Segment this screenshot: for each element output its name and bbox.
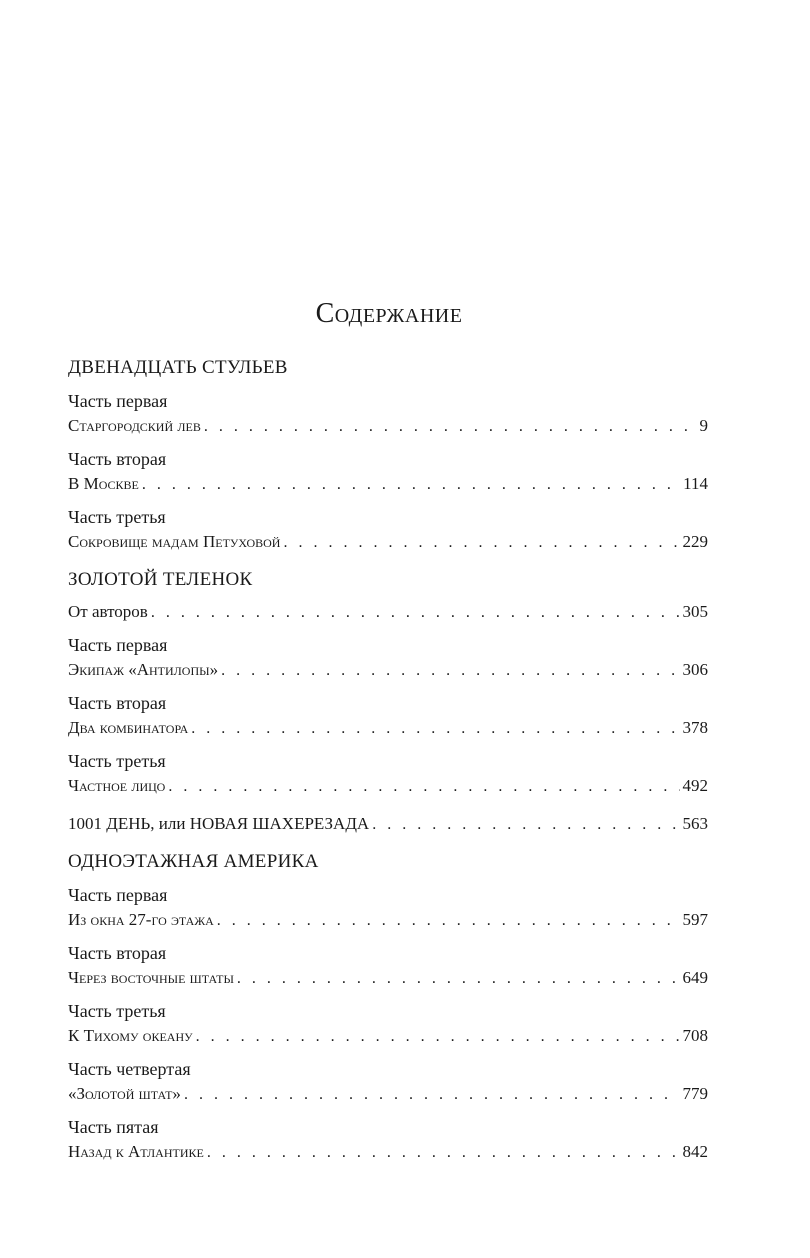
dot-leader bbox=[237, 966, 680, 992]
dot-leader bbox=[221, 658, 679, 684]
dot-leader bbox=[207, 1140, 680, 1166]
part-label: Часть первая bbox=[68, 391, 168, 411]
page-number: 649 bbox=[682, 968, 708, 987]
entry-title: Сокровище мадам Петуховой bbox=[68, 532, 281, 551]
page-number: 563 bbox=[682, 814, 708, 833]
part-label: Часть четвертая bbox=[68, 1059, 191, 1079]
toc-entry[interactable] bbox=[68, 1023, 708, 1049]
toc-entry[interactable] bbox=[68, 907, 708, 933]
page-number: 305 bbox=[682, 602, 708, 621]
entry-title: От авторов bbox=[68, 602, 148, 621]
toc-entry[interactable] bbox=[68, 715, 708, 741]
toc-entry[interactable] bbox=[68, 1139, 708, 1165]
dot-leader bbox=[217, 908, 680, 934]
page-number: 114 bbox=[683, 474, 708, 493]
entry-title: Из окна 27-го этажа bbox=[68, 910, 214, 929]
dot-leader bbox=[142, 472, 680, 498]
entry-title: 1001 ДЕНЬ, или НОВАЯ ШАХЕРЕЗАДА bbox=[68, 814, 370, 833]
page-number: 708 bbox=[682, 1026, 708, 1045]
part-label: Часть вторая bbox=[68, 943, 167, 963]
toc-entry[interactable] bbox=[68, 773, 708, 799]
entry-title: Через восточные штаты bbox=[68, 968, 234, 987]
page-number: 378 bbox=[682, 718, 708, 737]
entry-title: Старгородский лев bbox=[68, 416, 201, 435]
entry-title: Назад к Атлантике bbox=[68, 1142, 204, 1161]
dot-leader bbox=[168, 774, 679, 800]
toc-entry[interactable] bbox=[68, 965, 708, 991]
part-label: Часть пятая bbox=[68, 1117, 159, 1137]
entry-title: Два комбинатора bbox=[68, 718, 189, 737]
part-label: Часть третья bbox=[68, 751, 166, 771]
toc-entry[interactable] bbox=[68, 413, 708, 439]
table-of-contents bbox=[68, 355, 708, 1165]
entry-title: В Москве bbox=[68, 474, 139, 493]
work-heading: ЗОЛОТОЙ ТЕЛЕНОК bbox=[68, 569, 253, 590]
toc-entry[interactable] bbox=[68, 657, 708, 683]
part-label: Часть первая bbox=[68, 885, 168, 905]
dot-leader bbox=[283, 530, 679, 556]
page-number: 492 bbox=[682, 776, 708, 795]
toc-entry[interactable] bbox=[68, 529, 708, 555]
toc-entry[interactable] bbox=[68, 811, 708, 837]
part-label: Часть третья bbox=[68, 1001, 166, 1021]
dot-leader bbox=[372, 812, 679, 838]
work-heading: ДВЕНАДЦАТЬ СТУЛЬЕВ bbox=[68, 357, 288, 378]
work-heading: ОДНОЭТАЖНАЯ АМЕРИКА bbox=[68, 851, 319, 872]
page-number: 842 bbox=[682, 1142, 708, 1161]
dot-leader bbox=[196, 1024, 680, 1050]
page-number: 779 bbox=[682, 1084, 708, 1103]
dot-leader bbox=[204, 414, 697, 440]
entry-title: Экипаж «Антилопы» bbox=[68, 660, 219, 679]
part-label: Часть вторая bbox=[68, 693, 167, 713]
part-label: Часть вторая bbox=[68, 449, 167, 469]
toc-entry[interactable] bbox=[68, 471, 708, 497]
dot-leader bbox=[151, 600, 680, 626]
page-title: Содержание bbox=[315, 298, 463, 329]
page-number: 229 bbox=[682, 532, 708, 551]
entry-title: «Золотой штат» bbox=[68, 1084, 181, 1103]
page-number: 306 bbox=[682, 660, 708, 679]
dot-leader bbox=[191, 716, 679, 742]
page-number: 9 bbox=[699, 416, 708, 435]
page-number: 597 bbox=[682, 910, 708, 929]
dot-leader bbox=[184, 1082, 680, 1108]
toc-entry[interactable] bbox=[68, 1081, 708, 1107]
entry-title: Частное лицо bbox=[68, 776, 166, 795]
toc-entry[interactable] bbox=[68, 599, 708, 625]
part-label: Часть третья bbox=[68, 507, 166, 527]
entry-title: К Тихому океану bbox=[68, 1026, 193, 1045]
part-label: Часть первая bbox=[68, 635, 168, 655]
